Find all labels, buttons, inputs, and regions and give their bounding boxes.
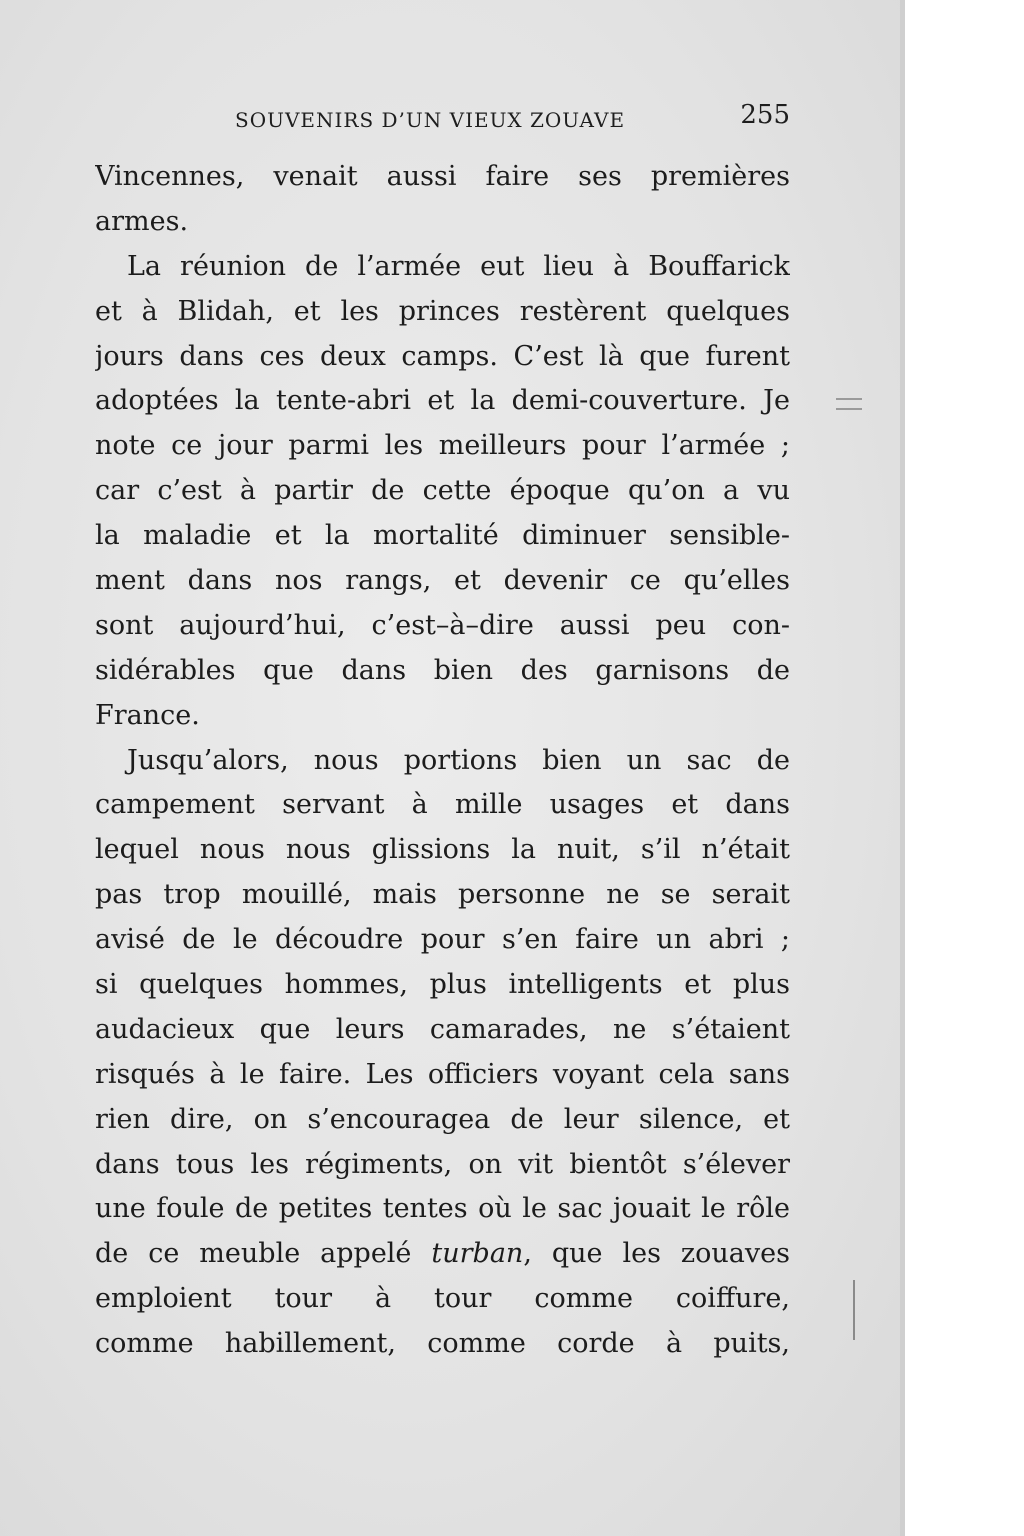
text-line: sidérables que dans bien des garnisons de (95, 654, 790, 686)
text-line: rien dire, on s’encouragea de leur silence, et (95, 1103, 790, 1135)
text-line: comme habillement, comme corde à puits, (95, 1328, 790, 1360)
text-line: jours dans ces deux camps. C’est là que furent (95, 340, 790, 372)
text-line: pas trop mouillé, mais personne ne se serait (95, 879, 790, 911)
text-line: audacieux que leurs camarades, ne s’étaient (95, 1013, 790, 1045)
margin-line (853, 1280, 855, 1340)
italic-word: turban (431, 1238, 524, 1270)
text-line-with-italic (95, 1232, 790, 1277)
text-line: France. (95, 699, 200, 731)
text-line: et à Blidah, et les princes restèrent quelques (95, 295, 790, 327)
text-line: lequel nous nous glissions la nuit, s’il n’était (95, 834, 790, 866)
running-title: SOUVENIRS D’UN VIEUX ZOUAVE (235, 108, 626, 132)
text-line: dans tous les régiments, on vit bientôt s’élever (95, 1148, 790, 1180)
page-number: 255 (740, 100, 790, 130)
text-line: adoptées la tente-abri et la demi-couverture. Je (95, 385, 790, 417)
text-line: car c’est à partir de cette époque qu’on a vu (95, 475, 790, 507)
running-head (95, 100, 790, 140)
text-line: La réunion de l’armée eut lieu à Bouffarick (127, 250, 790, 282)
body-text (95, 155, 790, 1367)
text-line: Vincennes, venait aussi faire ses premières (95, 161, 790, 192)
text-line: note ce jour parmi les meilleurs pour l’armée ; (95, 430, 790, 462)
text-line: si quelques hommes, plus intelligents et plus (95, 969, 790, 1001)
text-line: emploient tour à tour comme coiffure, (95, 1283, 790, 1315)
text-line: Jusqu’alors, nous portions bien un sac de (127, 744, 790, 776)
text-run: de ce meuble appelé (95, 1238, 432, 1270)
margin-mark (836, 398, 862, 410)
text-line: ment dans nos rangs, et devenir ce qu’elles (95, 565, 790, 597)
text-line: une foule de petites tentes où le sac jouait le rôle (95, 1193, 790, 1225)
text-line: sont aujourd’hui, c’est–à–dire aussi peu con- (95, 609, 790, 641)
text-line: avisé de le découdre pour s’en faire un abri ; (95, 924, 790, 956)
text-run: , que les zouaves (523, 1238, 790, 1270)
text-line: armes. (95, 205, 189, 237)
text-line: la maladie et la mortalité diminuer sensible- (95, 520, 790, 552)
page-edge (900, 0, 905, 1536)
text-line: risqués à le faire. Les officiers voyant cela sans (95, 1058, 790, 1090)
text-line: campement servant à mille usages et dans (95, 789, 790, 821)
